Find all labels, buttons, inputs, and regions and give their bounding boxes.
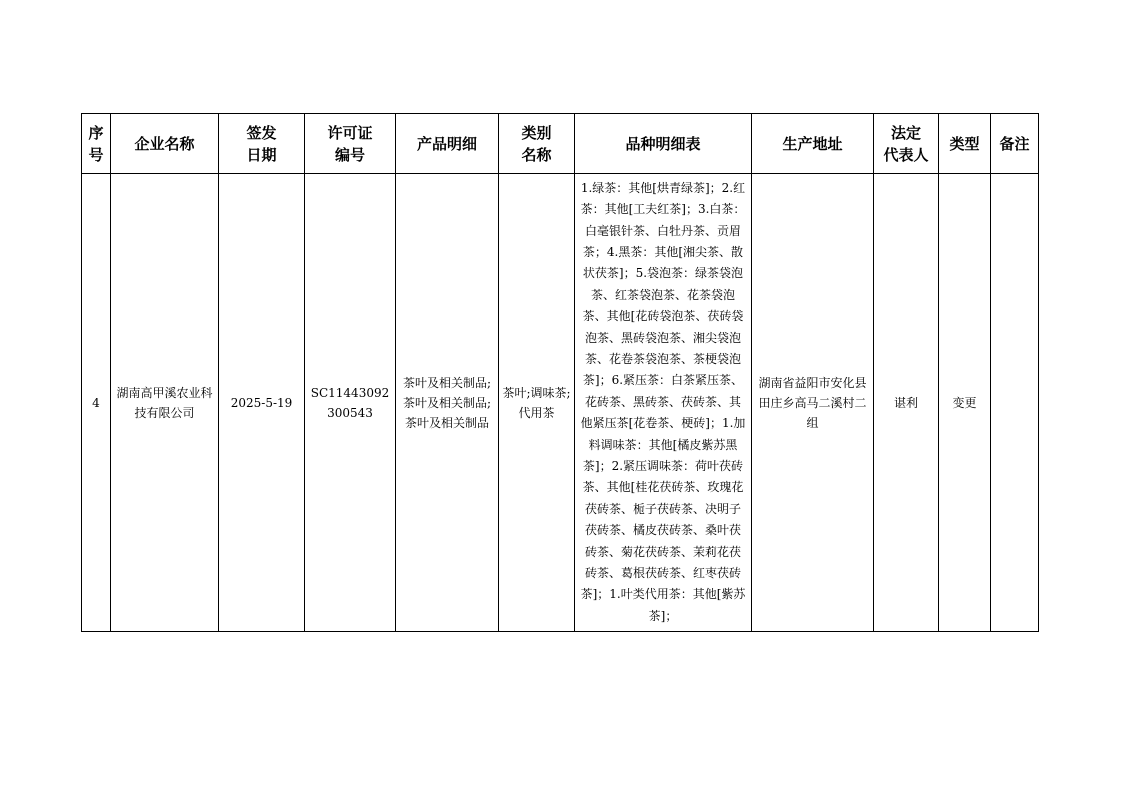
header-category: 类别 名称 [499,114,575,174]
header-license-no: 许可证 编号 [305,114,396,174]
header-remarks: 备注 [991,114,1039,174]
cell-license-no: SC11443092300543 [305,174,396,632]
header-variety-list: 品种明细表 [575,114,752,174]
cell-type: 变更 [939,174,991,632]
license-table [81,113,1039,632]
cell-company: 湖南高甲溪农业科技有限公司 [111,174,219,632]
header-seq: 序 号 [82,114,111,174]
table-row [82,174,1039,632]
cell-seq: 4 [82,174,111,632]
cell-product-detail: 茶叶及相关制品;茶叶及相关制品;茶叶及相关制品 [396,174,499,632]
header-product-detail: 产品明细 [396,114,499,174]
header-issue-date: 签发 日期 [219,114,305,174]
cell-address: 湖南省益阳市安化县田庄乡高马二溪村二组 [752,174,874,632]
header-type: 类型 [939,114,991,174]
cell-issue-date: 2025-5-19 [219,174,305,632]
cell-legal-rep: 谌利 [874,174,939,632]
cell-remarks [991,174,1039,632]
header-company: 企业名称 [111,114,219,174]
cell-category: 茶叶;调味茶;代用茶 [499,174,575,632]
header-legal-rep: 法定 代表人 [874,114,939,174]
header-row [82,114,1039,174]
header-address: 生产地址 [752,114,874,174]
cell-variety-list: 1.绿茶：其他[烘青绿茶]；2.红茶：其他[工夫红茶]；3.白茶：白毫银针茶、白牡丹茶、贡眉茶；4.黑茶：其他[湘尖茶、散状茯茶]；5.袋泡茶：绿茶袋泡茶、红茶袋泡茶、花茶袋泡茶、其他[花砖袋泡茶、茯砖袋泡茶、黑砖袋泡茶、湘尖袋泡茶、花卷茶袋泡茶、茶梗袋泡茶]；6.紧压茶：白茶紧压茶、花砖茶、黑砖茶、茯砖茶、其他紧压茶[花卷茶、梗砖]；1.加料调味茶：其他[橘皮紫苏黑茶]；2.紧压调味茶：荷叶茯砖茶、其他[桂花茯砖茶、玫瑰花茯砖茶、栀子茯砖茶、决明子茯砖茶、橘皮茯砖茶、桑叶茯砖茶、菊花茯砖茶、茉莉花茯砖茶、葛根茯砖茶、红枣茯砖茶]；1.叶类代用茶：其他[紫苏茶]； [575,174,752,632]
